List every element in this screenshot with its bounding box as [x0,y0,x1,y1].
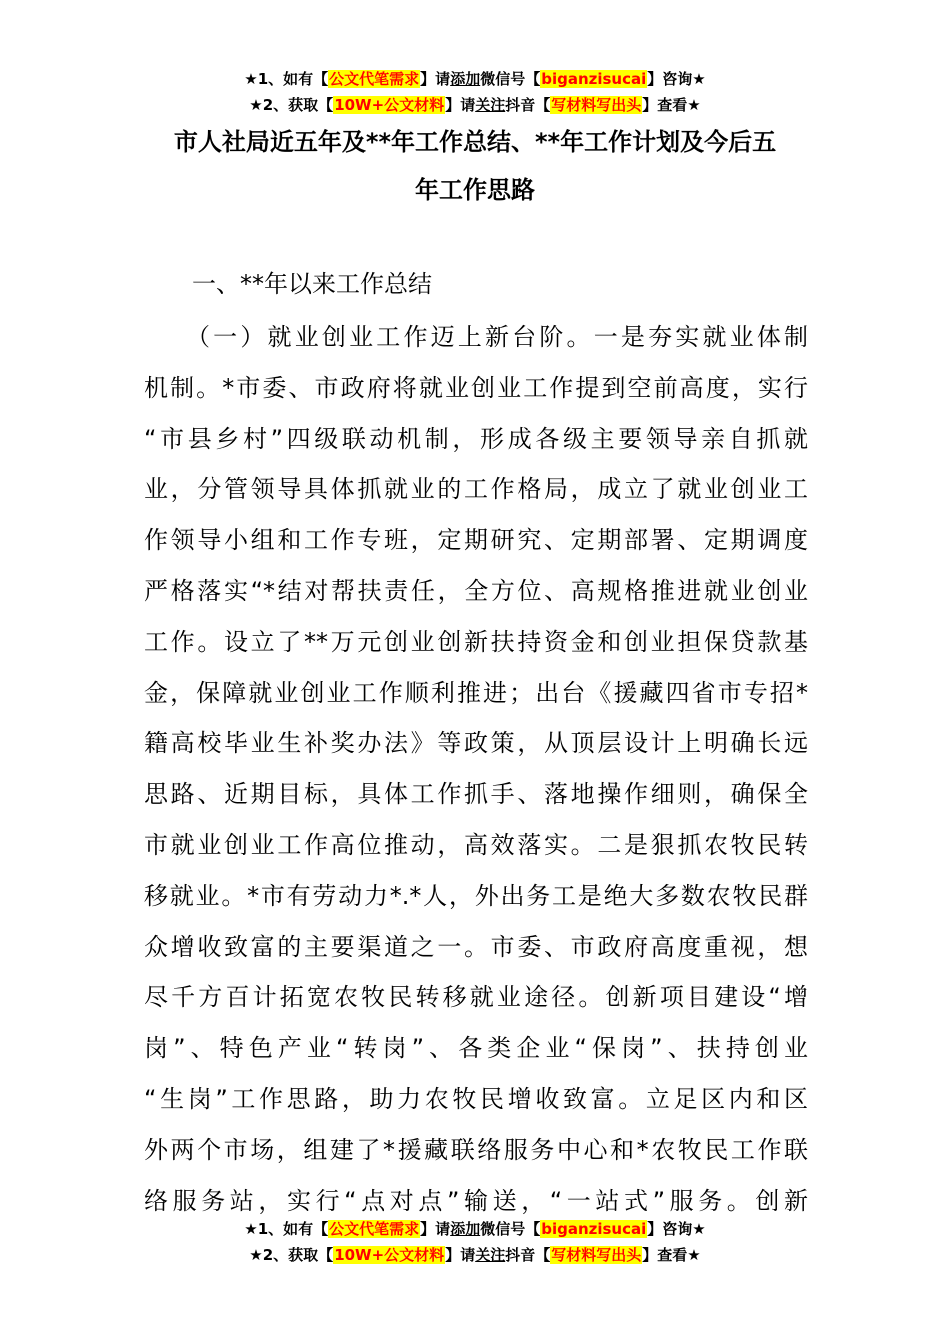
body-line: 移就业。*市有劳动力*.*人，外出务工是绝大多数农牧民群 [144,881,808,910]
body-line: 机制。*市委、市政府将就业创业工作提到空前高度，实行 [144,373,808,402]
body-line: 业，分管领导具体抓就业的工作格局，成立了就业创业工 [144,475,808,504]
banner-text: 】查看★ [642,1246,701,1264]
body-line: 籍高校毕业生补奖办法》等政策，从顶层设计上明确长远 [144,729,808,758]
banner-highlight: 写材料写出头 [551,96,642,114]
banner-line-1 [0,66,950,92]
body-text [144,312,808,1226]
banner-highlight: 10W+公文材料 [334,1246,445,1264]
banner-text: ★1、如有【 [244,70,329,88]
banner-text: 】请 [445,96,476,114]
body-line: “生岗”工作思路，助力农牧民增收致富。立足区内和区 [144,1084,808,1113]
banner-text: 微信号【 [480,1220,541,1238]
body-line: 严格落实“*结对帮扶责任，全方位、高规格推进就业创业 [144,576,808,605]
banner-line-1 [0,1216,950,1242]
banner-text: ★1、如有【 [244,1220,329,1238]
banner-text: 抖音【 [505,1246,551,1264]
banner-text: 】请 [420,70,451,88]
body-line: 外两个市场，组建了*援藏联络服务中心和*农牧民工作联 [144,1135,808,1164]
banner-text: 】请 [420,1220,451,1238]
body-line: 作领导小组和工作专班，定期研究、定期部署、定期调度 [144,526,808,555]
body-line: 思路、近期目标，具体工作抓手、落地操作细则，确保全 [144,780,808,809]
footer-banner [0,1216,950,1268]
body-line: 众增收致富的主要渠道之一。市委、市政府高度重视，想 [144,932,808,961]
header-banner [0,66,950,118]
banner-text: ★2、获取【 [249,1246,334,1264]
title-line-2: 年工作思路 [415,176,535,204]
banner-line-2 [0,1242,950,1268]
banner-text: 】咨询★ [647,1220,706,1238]
body-line: 市就业创业工作高位推动，高效落实。二是狠抓农牧民转 [144,830,808,859]
banner-text: 微信号【 [480,70,541,88]
banner-text: 】请 [445,1246,476,1264]
banner-highlight: biganzisucai [541,1220,647,1238]
banner-line-2 [0,92,950,118]
body-line: （一）就业创业工作迈上新台阶。一是夯实就业体制 [186,323,808,351]
body-line: “市县乡村”四级联动机制，形成各级主要领导亲自抓就 [144,424,808,453]
body-line: 岗”、特色产业“转岗”、各类企业“保岗”、扶持创业 [144,1034,808,1063]
banner-highlight: biganzisucai [541,70,647,88]
banner-underline: 添加 [450,70,481,88]
body-line: 工作。设立了**万元创业创新扶持资金和创业担保贷款基 [144,627,808,656]
body-line: 尽千方百计拓宽农牧民转移就业途径。创新项目建设“增 [144,983,808,1012]
banner-highlight: 公文代笔需求 [329,70,420,88]
banner-text: 】咨询★ [647,70,706,88]
banner-underline: 关注 [475,96,506,114]
section-heading: 一、**年以来工作总结 [192,270,432,298]
body-line: 络服务站，实行“点对点”输送，“一站式”服务。创新 [144,1186,808,1215]
body-line: 金，保障就业创业工作顺利推进；出台《援藏四省市专招* [144,678,808,707]
banner-text: 】查看★ [642,96,701,114]
banner-highlight: 写材料写出头 [551,1246,642,1264]
banner-text: ★2、获取【 [249,96,334,114]
banner-highlight: 10W+公文材料 [334,96,445,114]
document-title [90,118,860,214]
banner-underline: 添加 [450,1220,481,1238]
title-line-1: 市人社局近五年及**年工作总结、**年工作计划及今后五 [173,128,777,156]
banner-highlight: 公文代笔需求 [329,1220,420,1238]
banner-text: 抖音【 [505,96,551,114]
banner-underline: 关注 [475,1246,506,1264]
